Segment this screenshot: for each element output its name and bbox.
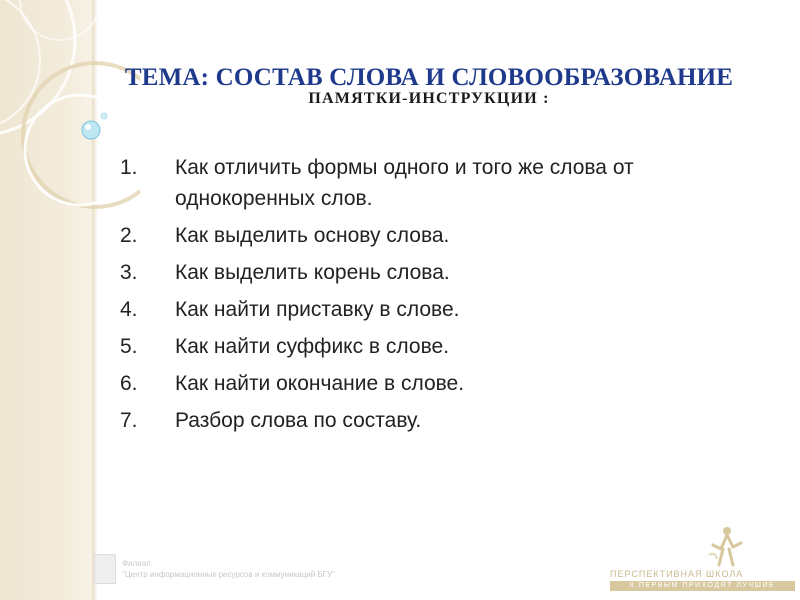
item-text: Как выделить основу слова. — [175, 224, 450, 247]
brand-name: ПЕРСПЕКТИВНАЯ ШКОЛА — [610, 569, 744, 579]
circle-swirl-decoration-icon — [0, 0, 140, 260]
item-number: 7. — [120, 409, 138, 432]
list-item — [120, 220, 740, 251]
source-line: Филиал — [122, 559, 151, 568]
item-number: 5. — [120, 335, 138, 358]
item-text: Как найти окончание в слове. — [175, 372, 465, 395]
list-item — [120, 405, 740, 436]
source-line: "Центр информационных ресурсов и коммуникаций БГУ" — [122, 570, 335, 579]
list-item — [120, 152, 740, 214]
footer-source — [94, 552, 414, 588]
item-number: 2. — [120, 224, 138, 247]
source-caption — [122, 558, 335, 580]
list-item — [120, 257, 740, 288]
item-text: Как найти приставку в слове. — [175, 298, 460, 321]
list-item — [120, 331, 740, 362]
slide-title: ТЕМА: СОСТАВ СЛОВА И СЛОВООБРАЗОВАНИЕ — [124, 64, 734, 91]
item-text: Как выделить корень слова. — [175, 261, 450, 284]
item-text: Как отличить формы одного и того же слова от однокоренных слов. — [175, 156, 634, 210]
brand-figure-icon — [705, 525, 745, 569]
list-item — [120, 368, 740, 399]
item-text: Разбор слова по составу. — [175, 409, 422, 432]
item-text: Как найти суффикс в слове. — [175, 335, 450, 358]
item-number: 4. — [120, 298, 138, 321]
item-number: 1. — [120, 156, 138, 179]
source-logo-icon — [94, 554, 116, 584]
brand-tagline: К ПЕРВЫМ ПРИХОДЯТ ЛУЧШИЕ — [610, 581, 795, 591]
item-number: 6. — [120, 372, 138, 395]
instruction-list — [120, 152, 740, 442]
list-item — [120, 294, 740, 325]
brand-logo — [610, 525, 795, 591]
item-number: 3. — [120, 261, 138, 284]
slide-subtitle: ПАМЯТКИ-ИНСТРУКЦИИ : — [308, 90, 550, 107]
